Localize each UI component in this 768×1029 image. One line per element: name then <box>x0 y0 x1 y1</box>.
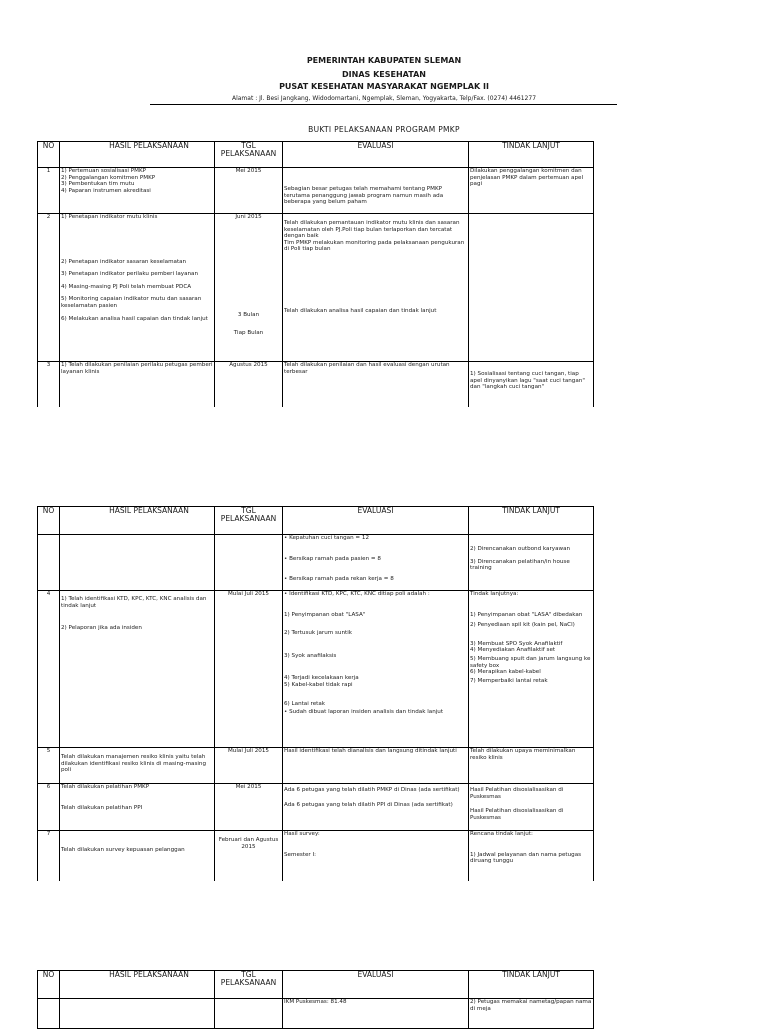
col-header-no: NO <box>38 971 60 999</box>
row-hasil <box>60 591 215 748</box>
evaluasi-item: Ada 6 petugas yang telah dilatih PMKP di Dinas (ada sertifikat) <box>284 787 460 793</box>
table-row <box>38 784 594 831</box>
row-hasil <box>60 999 215 1029</box>
hasil-item: 3) Penetapan indikator perilaku pemberi layanan <box>61 271 199 278</box>
row-evaluasi <box>283 591 469 748</box>
row-tgl: Agustus 2015 <box>215 362 283 407</box>
row-tindak <box>469 535 594 591</box>
col-header-tindak: TINDAK LANJUT <box>469 971 594 999</box>
tindak-item: 1) Penyimpanan obat "LASA" dibedakan <box>470 611 583 618</box>
table-header-row <box>38 142 594 168</box>
row-evaluasi: Telah dilakukan penilaian dan hasil evaluasi dengan urutan terbesar <box>283 362 469 407</box>
hasil-item: 4) Paparan instrumen akreditasi <box>61 187 151 194</box>
hasil-item: Telah dilakukan pelatihan PPI <box>61 804 143 811</box>
row-no <box>38 999 60 1029</box>
table-page-3 <box>37 970 594 1029</box>
evaluasi-item: • Kepatuhan cuci tangan = 12 <box>284 535 370 541</box>
hasil-item: 6) Melakukan analisa hasil capaian dan tindak lanjut <box>61 315 208 322</box>
tindak-item: 5) Membuang spuit dan jarum langsung ke safety box <box>470 655 591 669</box>
table-row <box>38 362 594 407</box>
row-tindak <box>469 362 594 407</box>
tindak-item: 4) Menyediakan Anafilaktif set <box>470 647 556 654</box>
row-no: 1 <box>38 168 60 214</box>
row-no <box>38 535 60 591</box>
row-evaluasi <box>283 535 469 591</box>
row-hasil <box>60 168 215 214</box>
row-no: 2 <box>38 214 60 362</box>
col-header-tindak: TINDAK LANJUT <box>469 142 594 168</box>
tgl-item: 3 Bulan <box>237 311 260 318</box>
table-page-1 <box>37 141 594 407</box>
col-header-tgl: TGL PELAKSANAAN <box>215 507 283 535</box>
row-tgl <box>215 999 283 1029</box>
hasil-item: 1) Telah identifikasi KTD, KPC, KTC, KNC analisis dan tindak lanjut <box>61 596 207 609</box>
row-tgl: Mulai Juli 2015 <box>215 591 283 748</box>
row-evaluasi <box>283 168 469 214</box>
row-hasil <box>60 362 215 407</box>
tindak-item: 2) Direncanakan outbond karyawan <box>470 546 571 552</box>
hasil-item: 4) Masing-masing PJ Poli telah membuat PDCA <box>61 283 192 290</box>
hasil-item: 2) Penetapan indikator sasaran keselamatan <box>61 258 187 265</box>
hasil-item: Telah dilakukan pelatihan PMKP <box>61 784 150 790</box>
table-row <box>38 214 594 362</box>
evaluasi-item: Semester I: <box>284 851 317 858</box>
table-header-row <box>38 507 594 535</box>
document-title: BUKTI PELAKSANAAN PROGRAM PMKP <box>308 125 460 134</box>
row-evaluasi: Hasil identifikasi telah dianalisis dan langsung ditindak lanjuti <box>283 748 469 784</box>
letterhead-line2: DINAS KESEHATAN <box>342 70 426 79</box>
evaluasi-item: 4) Terjadi kecelakaan kerja <box>284 675 359 682</box>
tindak-item: 1) Jadwal pelayanan dan nama petugas diruang tunggu <box>470 851 582 865</box>
tindak-item: 3) Membuat SPO Syok Anafilaktif <box>470 640 563 647</box>
hasil-item: Telah dilakukan survey kepuasan pelanggan <box>61 847 185 853</box>
row-tgl <box>215 831 283 881</box>
evaluasi-item: Telah dilakukan analisa hasil capaian dan tindak lanjut <box>284 307 437 314</box>
table-row <box>38 591 594 748</box>
hasil-item: 1) Telah dilakukan penilaian perilaku petugas pemberi layanan klinis <box>61 362 213 375</box>
tindak-item: 6) Merapikan kabel-kabel <box>470 669 541 676</box>
row-no: 6 <box>38 784 60 831</box>
col-header-tgl: TGL PELAKSANAAN <box>215 971 283 999</box>
hasil-item: 1) Penetapan indikator mutu klinis <box>61 214 158 220</box>
evaluasi-item: Hasil survey: <box>284 831 320 837</box>
row-hasil <box>60 831 215 881</box>
hasil-item: 2) Pelaporan jika ada insiden <box>61 625 142 632</box>
col-header-tindak: TINDAK LANJUT <box>469 507 594 535</box>
evaluasi-item: 3) Syok anafilaksis <box>284 652 337 659</box>
tindak-item: Hasil Pelatihan disosialisasikan di Puskesmas <box>470 787 564 800</box>
tgl-item: Tiap Bulan <box>233 330 264 337</box>
tgl-text: Februari dan Agustus 2015 <box>218 837 279 850</box>
col-header-no: NO <box>38 142 60 168</box>
row-tgl <box>215 214 283 362</box>
evaluasi-item: 5) Kabel-kabel tidak rapi <box>284 681 353 688</box>
table-row <box>38 535 594 591</box>
row-tindak <box>469 591 594 748</box>
row-hasil <box>60 214 215 362</box>
evaluasi-text: Sebagian besar petugas telah memahami tentang PMKP terutama penanggung jawab program namun masih ada beberapa yang belum paham <box>284 186 444 206</box>
evaluasi-item: • Bersikap ramah pada rekan kerja = 8 <box>284 576 394 583</box>
row-tindak <box>469 784 594 831</box>
col-header-hasil: HASIL PELAKSANAAN <box>60 971 215 999</box>
col-header-evaluasi: EVALUASI <box>283 507 469 535</box>
row-hasil <box>60 748 215 784</box>
col-header-hasil: HASIL PELAKSANAAN <box>60 507 215 535</box>
row-tgl: Mei 2015 <box>215 784 283 831</box>
evaluasi-item: Tim PMKP melakukan monitoring pada pelaksanaan pengukuran di Poli tiap bulan <box>284 239 465 253</box>
row-tindak <box>469 831 594 881</box>
table-row <box>38 168 594 214</box>
row-hasil <box>60 535 215 591</box>
letterhead-divider <box>150 104 617 105</box>
row-no: 4 <box>38 591 60 748</box>
col-header-hasil: HASIL PELAKSANAAN <box>60 142 215 168</box>
evaluasi-item: Ada 6 petugas yang telah dilatih PPI di Dinas (ada sertifikat) <box>284 801 453 808</box>
letterhead-line3: PUSAT KESEHATAN MASYARAKAT NGEMPLAK II <box>279 82 489 91</box>
col-header-no: NO <box>38 507 60 535</box>
tindak-item: Hasil Pelatihan disosialisasikan di Puskesmas <box>470 808 564 821</box>
evaluasi-item: • Bersikap ramah pada pasien = 8 <box>284 555 381 562</box>
table-header-row <box>38 971 594 999</box>
evaluasi-item: 2) Tertusuk jarum suntik <box>284 630 352 637</box>
tindak-item: 7) Memperbaiki lantai retak <box>470 677 548 684</box>
hasil-item: Telah dilakukan manajemen resiko klinis yaitu telah dilakukan identifikasi resiko klinis di masing-masing poli <box>61 754 207 774</box>
hasil-item: 3) Pembentukan tim mutu <box>61 181 135 188</box>
hasil-item: 1) Pertemuan sosialisasi PMKP <box>61 168 146 174</box>
evaluasi-item: 1) Penyimpanan obat "LASA" <box>284 611 366 618</box>
row-tindak: Dilakukan penggalangan komitmen dan penjelasan PMKP dalam pertemuan apel pagi <box>469 168 594 214</box>
table-page-2 <box>37 506 594 881</box>
tindak-item: Tindak lanjutnya: <box>470 591 519 597</box>
row-evaluasi <box>283 831 469 881</box>
hasil-item: 5) Monitoring capaian indikator mutu dan sasaran keselamatan pasien <box>61 296 202 309</box>
table-row <box>38 831 594 881</box>
hasil-item: 2) Penggalangan komitmen PMKP <box>61 174 156 181</box>
row-hasil <box>60 784 215 831</box>
table-row <box>38 999 594 1029</box>
row-tindak: Telah dilakukan upaya meminimalkan resiko klinis <box>469 748 594 784</box>
evaluasi-item: Telah dilakukan pemantauan indikator mutu klinis dan sasaran keselamatan oleh PJ.Poli tiap bulan terlaporkan dan tercatat dengan baik <box>284 220 460 240</box>
row-tindak <box>469 214 594 362</box>
tindak-text: 1) Sosialisasi tentang cuci tangan, tiap apel dinyanyikan lagu "saat cuci tangan" dan "langkah cuci tangan" <box>470 371 585 391</box>
col-header-tgl: TGL PELAKSANAAN <box>215 142 283 168</box>
evaluasi-item: • Sudah dibuat laporan insiden analisis dan tindak lanjut <box>284 709 444 716</box>
row-no: 3 <box>38 362 60 407</box>
row-evaluasi <box>283 214 469 362</box>
row-tgl: Mei 2015 <box>215 168 283 214</box>
tindak-item: Rencana tindak lanjut: <box>470 831 533 837</box>
evaluasi-item: • Identifikasi KTD, KPC, KTC, KNC ditiap poli adalah : <box>284 591 430 597</box>
col-header-evaluasi: EVALUASI <box>283 971 469 999</box>
table-row <box>38 748 594 784</box>
tgl-item: Juni 2015 <box>235 214 262 220</box>
row-no: 7 <box>38 831 60 881</box>
col-header-evaluasi: EVALUASI <box>283 142 469 168</box>
tindak-item: 3) Direncanakan pelatihan/in house training <box>470 558 570 572</box>
letterhead-line1: PEMERINTAH KABUPATEN SLEMAN <box>306 56 462 65</box>
row-evaluasi: IKM Puskesmas: 81.48 <box>283 999 469 1029</box>
row-no: 5 <box>38 748 60 784</box>
row-tgl: Mulai Juli 2015 <box>215 748 283 784</box>
row-tgl <box>215 535 283 591</box>
letterhead-address: Alamat : Jl. Besi Jangkang, Widodomartani, Ngemplak, Sleman, Yogyakarta, Telp/Fax. (0274) 4461277 <box>231 95 537 102</box>
row-evaluasi <box>283 784 469 831</box>
evaluasi-item: 6) Lantai retak <box>284 700 326 707</box>
row-tindak: 2) Petugas memakai nametag/papan nama di meja <box>469 999 594 1029</box>
tindak-item: 2) Penyediaan spil kit (kain pel, NaCl) <box>470 622 575 629</box>
